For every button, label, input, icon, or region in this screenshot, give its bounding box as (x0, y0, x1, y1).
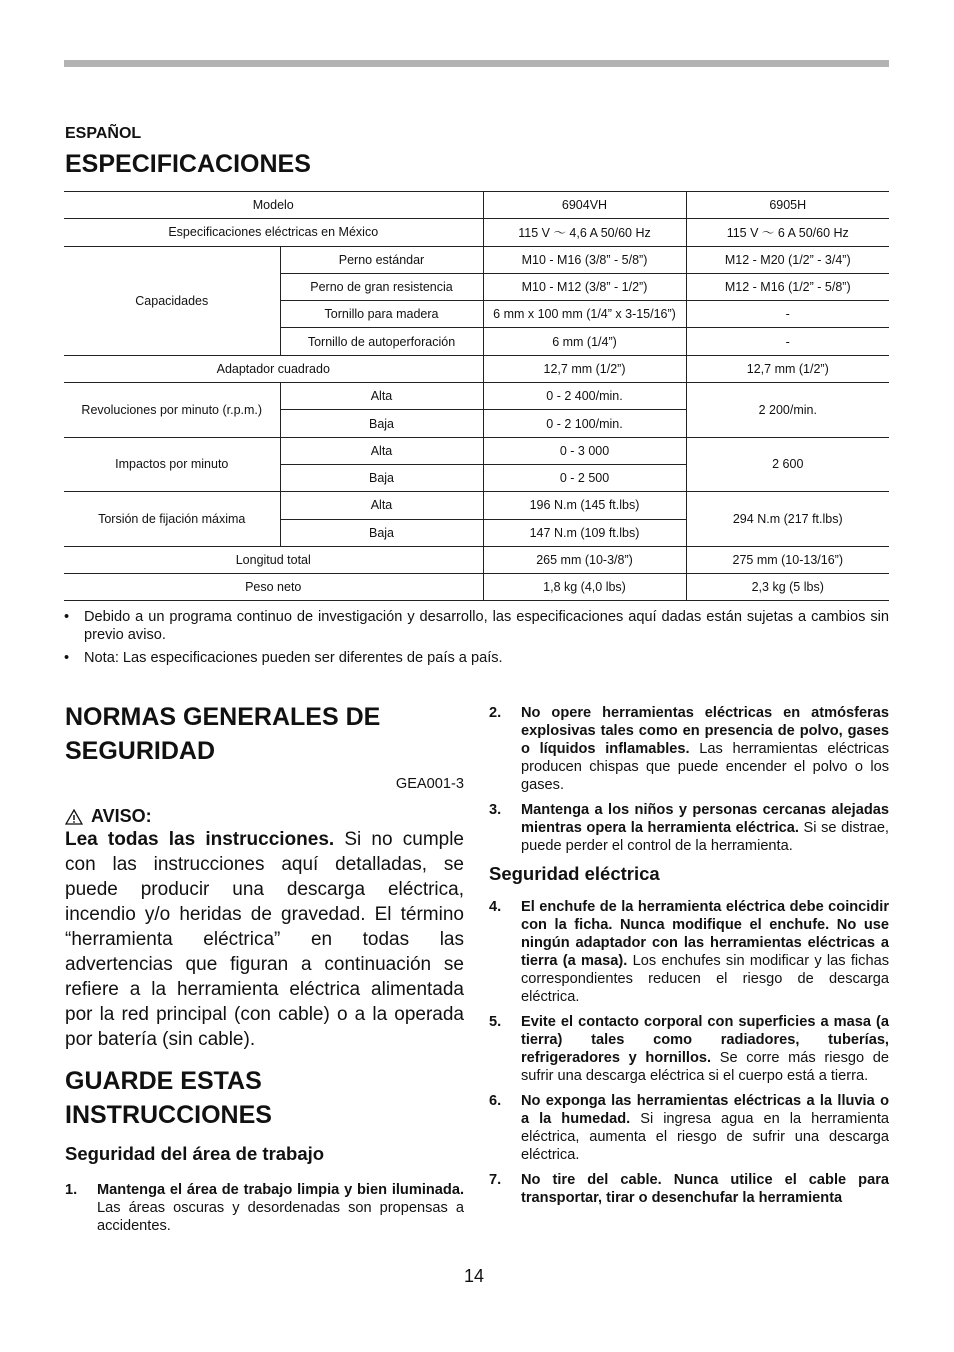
warning-label: AVISO: (91, 806, 152, 826)
safety-list (489, 704, 889, 855)
list-item (489, 1171, 889, 1207)
work-area-list (65, 1181, 464, 1235)
warning-heading (65, 806, 464, 827)
table-cell: 115 V ～ 6 A 50/60 Hz (686, 219, 889, 246)
table-cell: M12 - M16 (1/2” - 5/8”) (686, 273, 889, 300)
table-cell: 0 - 3 000 (483, 437, 686, 464)
row-label: Torsión de fijación máxima (64, 492, 280, 547)
row-label: Capacidades (64, 246, 280, 355)
row-sublabel: Baja (280, 519, 483, 546)
safety-title: NORMAS GENERALES DE SEGURIDAD (65, 703, 381, 765)
table-cell: M10 - M12 (3/8” - 1/2”) (483, 273, 686, 300)
warning-triangle-icon (65, 809, 83, 825)
table-cell: 294 N.m (217 ft.lbs) (686, 492, 889, 547)
table-row (64, 574, 889, 601)
row-sublabel: Tornillo de autoperforación (280, 328, 483, 355)
row-sublabel: Perno estándar (280, 246, 483, 273)
item-bold: Mantenga a los niños y personas cercanas alejadas mientras opera la herramienta eléctrica. (521, 802, 889, 836)
table-cell: M12 - M20 (1/2” - 3/4”) (686, 246, 889, 273)
model-label: Modelo (64, 192, 483, 219)
table-cell: 115 V ～ 4,6 A 50/60 Hz (483, 219, 686, 246)
list-item (489, 1092, 889, 1164)
electrical-safety-list (489, 898, 889, 1207)
item-number: 6. (489, 1093, 502, 1109)
table-row (64, 437, 889, 464)
table-cell: 196 N.m (145 ft.lbs) (483, 492, 686, 519)
item-bold: No exponga las herramientas eléctricas a la lluvia o a la humedad. (521, 1093, 889, 1127)
row-label: Revoluciones por minuto (r.p.m.) (64, 383, 280, 438)
table-cell: 0 - 2 100/min. (483, 410, 686, 437)
table-row (64, 383, 889, 410)
item-text: Si se distrae, puede perder el control de la herramienta. (521, 820, 889, 854)
warning-intro-bold: Lea todas las instrucciones. (65, 829, 335, 850)
specifications-table (64, 191, 889, 601)
item-text: Las herramientas eléctricas producen chispas que puede encender el polvo o los gases. (521, 741, 889, 793)
list-item (489, 898, 889, 1006)
list-item (489, 1013, 889, 1085)
left-column (65, 700, 464, 1242)
row-sublabel: Alta (280, 383, 483, 410)
list-item (489, 704, 889, 794)
row-label: Impactos por minuto (64, 437, 280, 492)
model-name: 6904VH (483, 192, 686, 219)
table-cell: 2,3 kg (5 lbs) (686, 574, 889, 601)
table-cell: - (686, 301, 889, 328)
table-cell: - (686, 328, 889, 355)
spec-notes (64, 608, 889, 672)
right-column (489, 704, 889, 1214)
table-cell: 12,7 mm (1/2”) (483, 355, 686, 382)
item-number: 2. (489, 705, 502, 721)
item-bold: No opere herramientas eléctricas en atmósferas explosivas tales como en presencia de polvo, gases o líquidos inflamables. (521, 705, 889, 757)
save-instructions-title: GUARDE ESTAS INSTRUCCIONES (65, 1067, 272, 1129)
list-item: • Debido a un programa continuo de investigación y desarrollo, las especificaciones aquí dadas están sujetas a cambios sin previo aviso. (64, 608, 889, 644)
warning-intro-text: Si no cumple con las instrucciones aquí detalladas, se puede producir una descarga eléctrica, incendio y/o heridas de gravedad. El término “herramienta eléctrica” en todas las advertencias que figuran a continuación se refiere a la herramienta eléctrica alimentada por la red principal (con cable) o a la operada por batería (sin cable). (65, 829, 464, 1050)
work-area-heading: Seguridad del área de trabajo (65, 1143, 325, 1164)
table-row (64, 355, 889, 382)
table-cell: 6 mm (1/4”) (483, 328, 686, 355)
row-sublabel: Perno de gran resistencia (280, 273, 483, 300)
table-row (64, 546, 889, 573)
row-label: Peso neto (64, 574, 483, 601)
row-sublabel: Baja (280, 410, 483, 437)
table-cell: 265 mm (10-3/8”) (483, 546, 686, 573)
table-row (64, 192, 889, 219)
row-sublabel: Alta (280, 492, 483, 519)
table-cell: 0 - 2 400/min. (483, 383, 686, 410)
header-rule (64, 60, 889, 67)
list-item (489, 801, 889, 855)
language-label: ESPAÑOL (65, 125, 142, 142)
table-cell: M10 - M16 (3/8” - 5/8”) (483, 246, 686, 273)
electrical-safety-heading: Seguridad eléctrica (489, 863, 660, 884)
table-cell: 12,7 mm (1/2”) (686, 355, 889, 382)
item-bold: El enchufe de la herramienta eléctrica debe coincidir con la ficha. Nunca modifique el enchufe. No use ningún adaptador con las herramientas eléctricas a tierra (a masa). (521, 899, 889, 969)
row-sublabel: Tornillo para madera (280, 301, 483, 328)
model-name: 6905H (686, 192, 889, 219)
item-bold: No tire del cable. Nunca utilice el cable para transportar, tirar o desenchufar la herramienta (521, 1172, 889, 1206)
item-text: Si ingresa agua en la herramienta eléctrica, aumenta el riesgo de sufrir una descarga eléctrica. (521, 1111, 889, 1163)
list-item: • Nota: Las especificaciones pueden ser diferentes de país a país. (64, 649, 889, 667)
specifications-title: ESPECIFICACIONES (65, 150, 311, 178)
item-text: Se corre más riesgo de sufrir una descarga eléctrica si el cuerpo está a tierra. (521, 1050, 889, 1084)
item-text: Las áreas oscuras y desordenadas son propensas a accidentes. (97, 1200, 464, 1234)
row-label: Longitud total (64, 546, 483, 573)
row-label: Adaptador cuadrado (64, 355, 483, 382)
table-cell: 0 - 2 500 (483, 464, 686, 491)
item-number: 5. (489, 1014, 502, 1030)
table-row (64, 492, 889, 519)
row-label: Especificaciones eléctricas en México (64, 219, 483, 246)
table-cell: 147 N.m (109 ft.lbs) (483, 519, 686, 546)
item-number: 7. (489, 1172, 502, 1188)
table-row (64, 219, 889, 246)
row-sublabel: Alta (280, 437, 483, 464)
item-bold: Evite el contacto corporal con superficies a masa (a tierra) tales como radiadores, tuberías, refrigeradores y hornillos. (521, 1014, 889, 1066)
table-cell: 2 600 (686, 437, 889, 492)
table-row (64, 246, 889, 273)
item-text: Los enchufes sin modificar y las fichas correspondientes reducen el riesgo de descarga eléctrica. (521, 953, 889, 1005)
table-cell: 2 200/min. (686, 383, 889, 438)
list-item (65, 1181, 464, 1235)
item-number: 4. (489, 899, 502, 915)
item-bold: Mantenga el área de trabajo limpia y bien iluminada. (97, 1182, 464, 1198)
item-number: 1. (65, 1182, 78, 1198)
document-code: GEA001-3 (395, 776, 464, 792)
table-cell: 1,8 kg (4,0 lbs) (483, 574, 686, 601)
table-cell: 275 mm (10-13/16”) (686, 546, 889, 573)
row-sublabel: Baja (280, 464, 483, 491)
table-cell: 6 mm x 100 mm (1/4” x 3-15/16”) (483, 301, 686, 328)
item-number: 3. (489, 802, 502, 818)
page-number: 14 (464, 1266, 485, 1286)
warning-text (65, 827, 464, 1052)
